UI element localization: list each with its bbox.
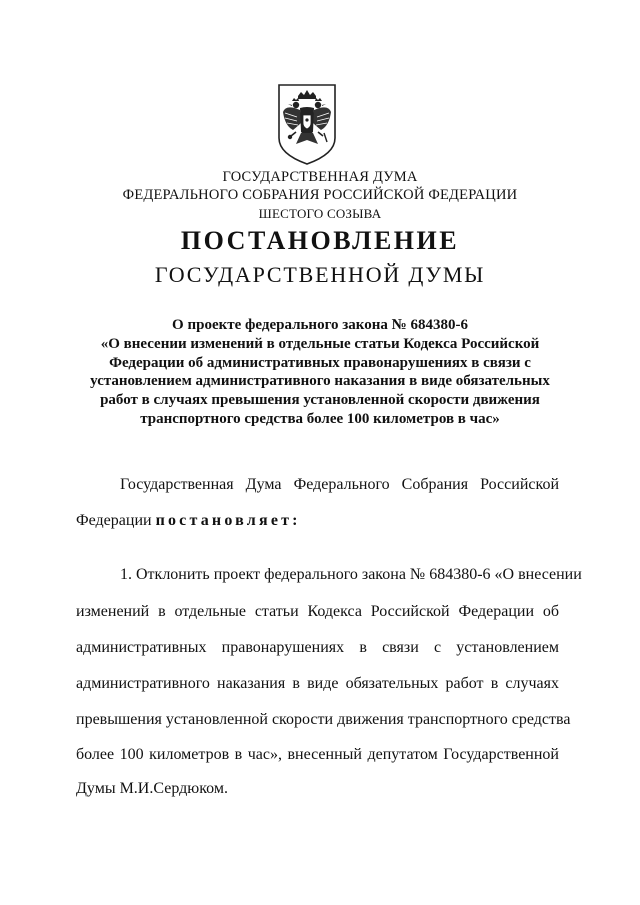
paragraph-line: Думы М.И.Сердюком. (76, 780, 228, 797)
paragraph-line: административного наказания в виде обязательных работ в случаях (76, 675, 559, 692)
subject-line: Федерации об административных правонарушениях в связи с (109, 354, 531, 371)
subject-line: «О внесении изменений в отдельные статьи Кодекса Российской (100, 335, 540, 352)
preamble-line: Государственная Дума Федерального Собрания Российской (120, 476, 559, 493)
header-line-duma: ГОСУДАРСТВЕННАЯ ДУМА (222, 169, 418, 185)
subject-line: установлением административного наказания в виде обязательных (90, 373, 550, 390)
preamble-line-2 (76, 512, 559, 530)
document-title: ПОСТАНОВЛЕНИЕ (180, 226, 460, 255)
paragraph-line: административных правонарушениях в связи с установлением (76, 639, 559, 656)
paragraph-line: более 100 километров в час», внесенный депутатом Государственной (76, 746, 559, 763)
subject-block (60, 316, 580, 429)
paragraph-line: 1. Отклонить проект федерального закона № 684380-6 «О внесении (120, 566, 582, 583)
coat-of-arms-icon (276, 82, 338, 166)
subject-line: О проекте федерального закона № 684380-6 (172, 317, 468, 333)
header-line-convocation: ШЕСТОГО СОЗЫВА (258, 206, 382, 221)
document-subtitle: ГОСУДАРСТВЕННОЙ ДУМЫ (154, 262, 486, 287)
resolution-verb: постановляет: (155, 512, 301, 529)
paragraph-line: превышения установленной скорости движения транспортного средства (76, 711, 571, 728)
header-line-assembly: ФЕДЕРАЛЬНОГО СОБРАНИЯ РОССИЙСКОЙ ФЕДЕРАЦИИ (122, 187, 518, 203)
subject-line: транспортного средства более 100 километров в час» (140, 410, 500, 427)
preamble-start: Федерации (76, 512, 152, 529)
paragraph-line: изменений в отдельные статьи Кодекса Российской Федерации об (76, 603, 559, 620)
subject-line: работ в случаях превышения установленной скорости движения (100, 392, 540, 409)
